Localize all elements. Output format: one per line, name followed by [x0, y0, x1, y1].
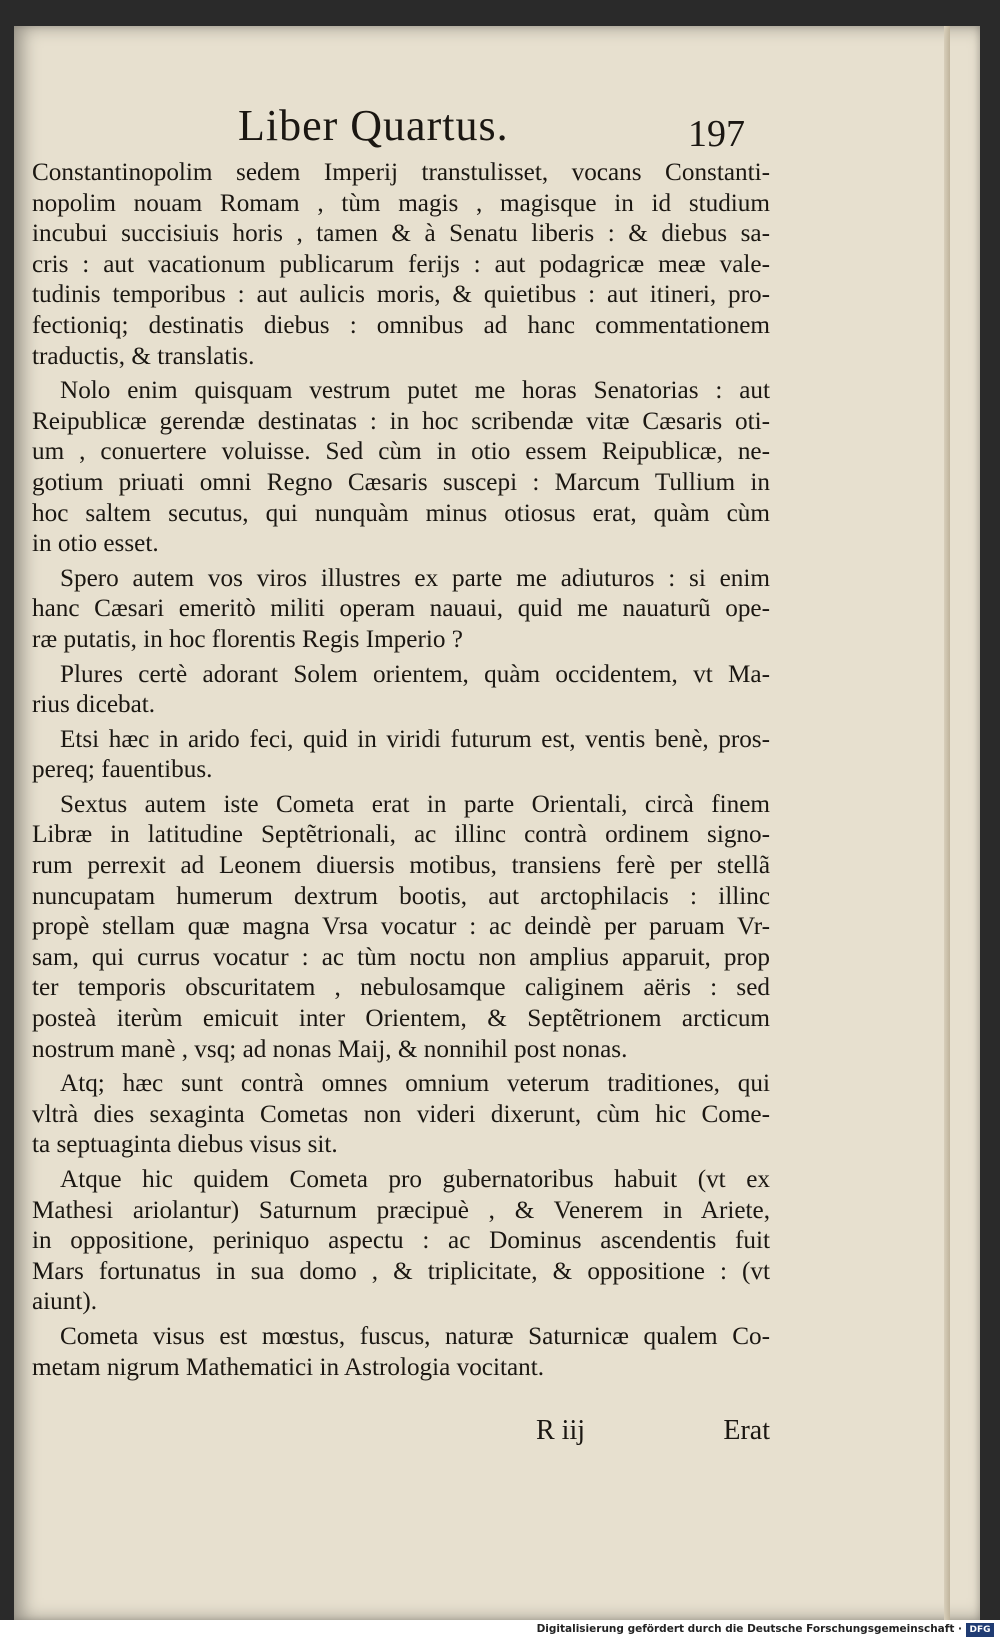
text-line: rius dicebat.	[32, 691, 156, 719]
text-line: Atque hic quidem Cometa pro gubernatoribus habuit (vt ex	[60, 1166, 770, 1193]
page-edge	[944, 26, 950, 1620]
text-line: ta septuaginta diebus visus sit.	[32, 1131, 338, 1159]
text-line: ter temporis obscuritatem , nebulosamque caliginem aëris : sed	[32, 974, 770, 1002]
text-line: traductis, & translatis.	[32, 342, 255, 370]
paragraph	[32, 564, 770, 656]
text-line: nuncupatam humerum dextrum bootis, aut arctophilacis : illinc	[32, 882, 770, 910]
text-line: Mathesi ariolantur) Saturnum præcipuè , & Venerem in Ariete,	[32, 1196, 770, 1224]
text-line: Sextus autem iste Cometa erat in parte Orientali, circà finem	[60, 790, 770, 818]
dfg-logo-icon: DFG	[966, 1623, 994, 1637]
text-line: metam nigrum Mathematici in Astrologia vocitant.	[32, 1353, 545, 1381]
paragraph	[32, 790, 770, 1065]
text-line: Nolo enim quisquam vestrum putet me horas Senatorias : aut	[60, 377, 770, 405]
text-line: cris : aut vacationum publicarum ferijs : aut podagricæ meæ vale-	[32, 250, 770, 278]
text-line: gotium priuati omni Regno Cæsaris suscepi : Marcum Tullium in	[32, 468, 770, 496]
text-line: pereq; fauentibus.	[32, 756, 213, 784]
page-header	[0, 78, 1000, 158]
running-head: Liber Quartus.	[238, 101, 509, 150]
paragraph	[32, 1165, 770, 1318]
signature-mark: R iij	[536, 1415, 586, 1446]
body-text	[32, 158, 770, 1387]
text-line: Reipublicæ gerendæ destinatas : in hoc scribendæ vitæ Cæsaris oti-	[32, 407, 770, 435]
text-line: Etsi hæc in arido feci, quid in viridi futurum est, ventis benè, pros-	[60, 725, 770, 753]
catchword: Erat	[723, 1415, 770, 1446]
text-line: Cometa visus est mœstus, fuscus, naturæ Saturnicæ qualem Co-	[60, 1322, 770, 1350]
text-line: nopolim nouam Romam , tùm magis , magisque in id studium	[32, 189, 770, 217]
text-line: Libræ in latitudine Septẽtrionali, ac illinc contrà ordinem signo-	[32, 821, 770, 849]
text-line: tudinis temporibus : aut aulicis moris, & quietibus : aut itineri, pro-	[32, 281, 770, 309]
text-line: sam, qui currus vocatur : ac tùm noctu non amplius apparuit, prop	[32, 943, 770, 971]
text-line: um , conuertere voluisse. Sed cùm in otio essem Reipublicæ, ne-	[32, 438, 770, 466]
text-line: ræ putatis, in hoc florentis Regis Imperio ?	[32, 625, 463, 653]
credit-text: Digitalisierung gefördert durch die Deutsche Forschungsgemeinschaft ·	[536, 1623, 962, 1635]
text-line: Mars fortunatus in sua domo , & triplicitate, & oppositione : (vt	[32, 1257, 770, 1285]
text-line: rum perrexit ad Leonem diuersis motibus, transiens ferè per stellã	[32, 852, 770, 880]
page-footer	[32, 1415, 770, 1455]
paragraph	[32, 1069, 770, 1161]
text-line: fectioniq; destinatis diebus : omnibus ad hanc commentationem	[32, 311, 770, 339]
text-line: nostrum manè , vsq; ad nonas Maij, & nonnihil post nonas.	[32, 1035, 628, 1063]
paragraph	[32, 1322, 770, 1383]
text-line: incubui succisiuis horis , tamen & à Senatu liberis : & diebus sa-	[32, 220, 770, 248]
text-line: Atq; hæc sunt contrà omnes omnium veterum traditiones, qui	[60, 1070, 770, 1098]
text-line: Spero autem vos viros illustres ex parte me adiuturos : si enim	[60, 564, 770, 592]
text-line: in otio esset.	[32, 530, 159, 558]
paragraph	[32, 158, 770, 372]
paragraph	[32, 376, 770, 560]
credit-bar	[0, 1620, 1000, 1641]
text-line: propè stellam quæ magna Vrsa vocatur : ac deindè per paruam Vr-	[32, 913, 770, 941]
text-line: vltrà dies sexaginta Cometas non videri dixerunt, cùm hic Come-	[32, 1100, 770, 1128]
page-number: 197	[688, 113, 745, 155]
paragraph	[32, 725, 770, 786]
text-line: hoc saltem secutus, qui nunquàm minus otiosus erat, quàm cùm	[32, 499, 770, 527]
text-line: Constantinopolim sedem Imperij transtulisset, vocans Constanti-	[32, 159, 770, 186]
paragraph	[32, 660, 770, 721]
text-line: aiunt).	[32, 1288, 98, 1316]
text-line: Plures certè adorant Solem orientem, quàm occidentem, vt Ma-	[60, 660, 770, 688]
text-line: hanc Cæsari emeritò militi operam nauaui, quid me nauaturũ ope-	[32, 595, 770, 623]
text-line: posteà iterùm emicuit inter Orientem, & Septẽtrionem arcticum	[32, 1005, 770, 1033]
text-line: in oppositione, periniquo aspectu : ac Dominus ascendentis fuit	[32, 1227, 770, 1255]
